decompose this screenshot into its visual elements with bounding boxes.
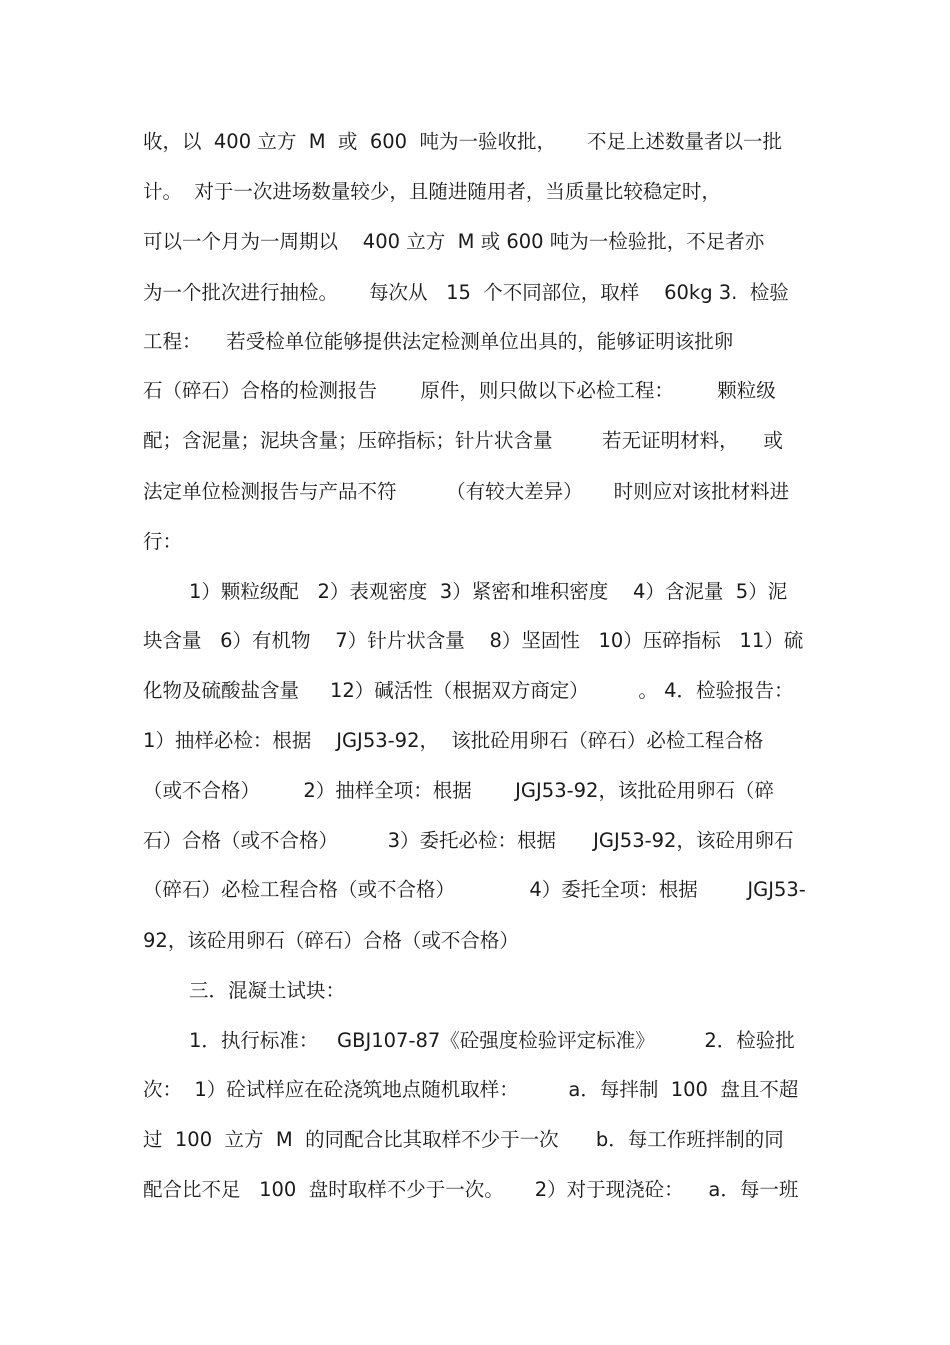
text-line: （或不合格） 2）抽样全项：根据 JGJ53-92，该批砼用卵石（碎: [143, 779, 774, 802]
section-heading: 三．混凝土试块：: [189, 979, 346, 1002]
text-line: 1．执行标准： GBJ107-87《砼强度检验评定标准》 2．检验批: [189, 1029, 795, 1052]
text-line: 为一个批次进行抽检。 每次从 15 个不同部位，取样 60kg 3. 检验: [143, 281, 789, 304]
text-line: 配合比不足 100 盘时取样不少于一次。 2）对于现浇砼： a．每一班: [143, 1178, 799, 1201]
text-line: 1）抽样必检：根据 JGJ53-92， 该批砼用卵石（碎石）必检工程合格: [143, 729, 764, 752]
text-line: 92，该砼用卵石（碎石）合格（或不合格）: [143, 929, 519, 952]
text-line: 次： 1）砼试样应在砼浇筑地点随机取样： a．每拌制 100 盘且不超: [143, 1078, 799, 1101]
text-line: 工程： 若受检单位能够提供法定检测单位出具的，能够证明该批卵: [143, 330, 734, 353]
text-line: 石（碎石）合格的检测报告 原件，则只做以下必检工程： 颗粒级: [143, 379, 776, 402]
text-line: 法定单位检测报告与产品不符 （有较大差异） 时则应对该批材料进: [143, 480, 790, 503]
text-line: 可以一个月为一周期以 400 立方 M 或 600 吨为一检验批，不足者亦: [143, 230, 765, 253]
text-line: 配；含泥量；泥块含量；压碎指标；针片状含量 若无证明材料， 或: [143, 429, 783, 452]
text-line: 块含量 6）有机物 7）针片状含量 8）坚固性 10）压碎指标 11）硫: [143, 629, 804, 652]
text-line: 行：: [143, 530, 183, 553]
text-line: 石）合格（或不合格） 3）委托必检：根据 JGJ53-92，该砼用卵石: [143, 829, 794, 852]
text-line: 1）颗粒级配 2）表观密度 3）紧密和堆积密度 4）含泥量 5）泥: [189, 580, 788, 603]
text-line: （碎石）必检工程合格（或不合格） 4）委托全项：根据 JGJ53-: [143, 878, 806, 901]
text-line: 过 100 立方 M 的同配合比其取样不少于一次 b．每工作班拌制的同: [143, 1128, 784, 1151]
text-line: 化物及硫酸盐含量 12）碱活性（根据双方商定） 。 4．检验报告：: [143, 679, 794, 702]
text-line: 计。 对于一次进场数量较少，且随进随用者，当质量比较稳定时，: [143, 180, 721, 203]
text-line: 收，以 400 立方 M 或 600 吨为一验收批， 不足上述数量者以一批: [143, 130, 782, 153]
